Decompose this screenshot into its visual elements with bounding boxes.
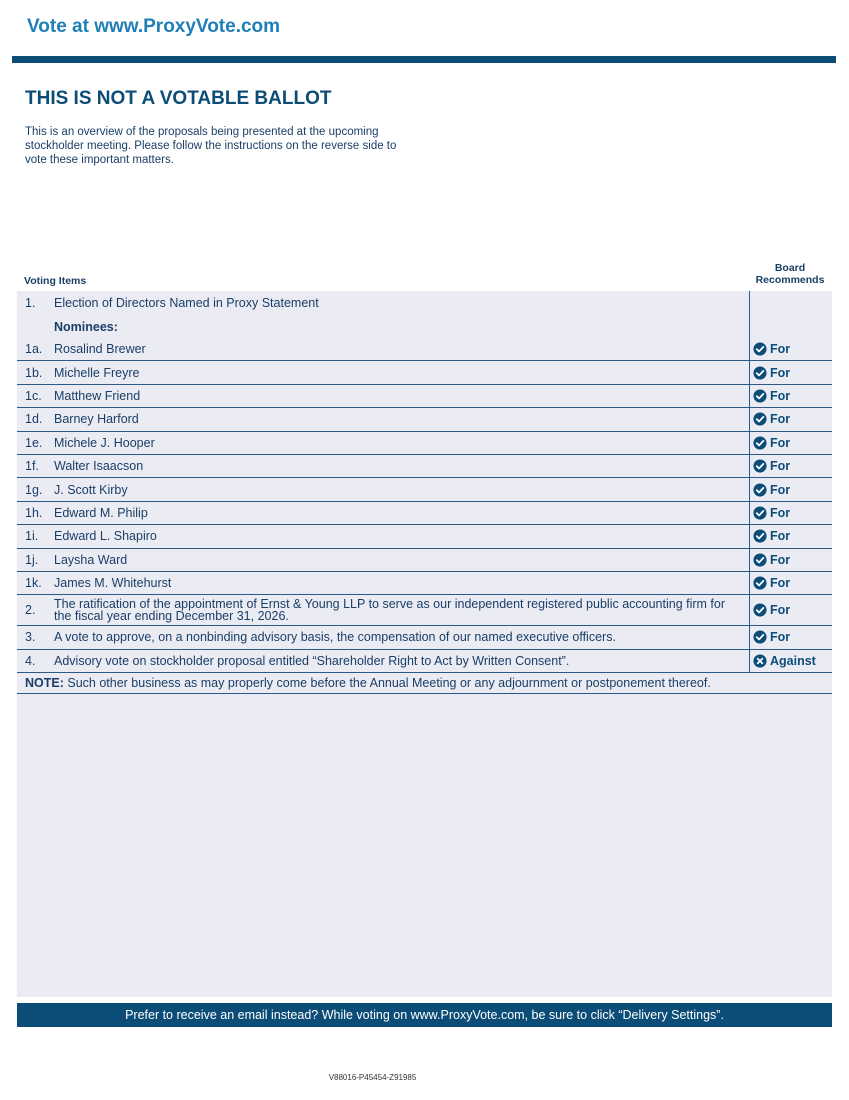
item-text: Michelle Freyre [54,365,140,380]
recommendation-label: For [770,505,791,520]
item-number: 1h. [25,505,43,520]
recommendation-cell [749,432,832,454]
check-circle-icon [753,412,770,426]
item-number: 1e. [25,435,43,450]
recommendation-cell-empty [749,315,832,338]
recommendation-cell [749,549,832,571]
recommendation-cell [749,525,832,547]
item-number: 2. [25,603,36,618]
table-row [17,408,832,431]
recommendation-cell [749,502,832,524]
document-code: V88016-P45454-Z91985 [328,1073,417,1082]
recommendation-cell [749,595,832,625]
table-row [17,650,832,673]
recommendation-label: For [770,603,791,618]
recommendation-cell [749,385,832,407]
recommendation-label: For [770,459,791,474]
table-row [17,361,832,384]
recommendation-cell [749,478,832,500]
item-text: James M. Whitehurst [54,576,172,591]
check-circle-icon [753,459,770,473]
item-number: 1a. [25,342,43,357]
item-number: 1g. [25,482,43,497]
note-text: Such other business as may properly come before the Annual Meeting or any adjournment or postponement thereof. [63,676,711,691]
recommendation-label: For [770,388,791,403]
recommendation-cell [749,572,832,594]
recommendation-label: For [770,365,791,380]
check-circle-icon [753,436,770,450]
intro-text: This is an overview of the proposals being presented at the upcoming stockholder meeting. Please follow the instructions on the reverse side to vote these important matters. [25,126,397,166]
check-circle-icon [753,483,770,497]
table-row [17,525,832,548]
item-number: 3. [25,630,36,645]
table-row [17,549,832,572]
recommendation-label: For [770,552,791,567]
recommendation-label: For [770,435,791,450]
email-delivery-banner: Prefer to receive an email instead? While voting on www.ProxyVote.com, be sure to click “Delivery Settings”. [17,1003,832,1027]
item-number: 1. [25,296,36,310]
check-circle-icon [753,342,770,356]
table-row [17,595,832,626]
recommendation-cell [749,361,832,383]
item-text: Advisory vote on stockholder proposal entitled “Shareholder Right to Act by Written Consent”. [54,653,570,668]
top-divider-bar [12,56,836,63]
recommendation-cell [749,650,832,672]
item-number: 1j. [25,552,39,567]
table-row [17,385,832,408]
check-circle-icon [753,506,770,520]
item-number: 4. [25,653,36,668]
recommendation-label: For [770,630,791,645]
table-row-item-1 [17,291,832,315]
item-text: Election of Directors Named in Proxy Statement [54,296,319,310]
check-circle-icon [753,553,770,567]
item-text: Laysha Ward [54,552,128,567]
item-number: 1k. [25,576,42,591]
voting-items-table [17,291,832,694]
item-text: Edward L. Shapiro [54,529,157,544]
item-text: Matthew Friend [54,388,141,403]
item-number: 1d. [25,412,43,427]
item-text: J. Scott Kirby [54,482,128,497]
check-circle-icon [753,529,770,543]
item-number: 1c. [25,388,42,403]
table-row [17,338,832,361]
table-row-nominees-label [17,315,832,338]
item-text: The ratification of the appointment of Ernst & Young LLP to serve as our independent registered public accounting firm for the fiscal year ending December 31, 2026. [54,597,726,624]
note-row [17,673,832,694]
table-row [17,432,832,455]
check-circle-icon [753,366,770,380]
voting-items-header: Voting Items [24,275,87,287]
table-row [17,626,832,649]
recommendation-label: For [770,576,791,591]
table-row [17,455,832,478]
item-text: A vote to approve, on a nonbinding advisory basis, the compensation of our named executive officers. [54,630,616,645]
recommendation-label: For [770,529,791,544]
recommendation-cell [749,408,832,430]
recommendation-cell [749,626,832,648]
recommendation-label: For [770,482,791,497]
x-circle-icon [753,654,770,668]
recommendation-label: Against [770,653,816,668]
item-number: 1f. [25,459,39,474]
table-row [17,502,832,525]
item-text: Michele J. Hooper [54,435,155,450]
page-title: THIS IS NOT A VOTABLE BALLOT [25,88,332,109]
item-text: Edward M. Philip [54,505,148,520]
table-row [17,572,832,595]
item-number: 1i. [25,529,39,544]
recommendation-cell-empty [749,291,832,315]
item-text: Barney Harford [54,412,139,427]
check-circle-icon [753,603,770,617]
check-circle-icon [753,389,770,403]
item-text: Rosalind Brewer [54,342,146,357]
note-label: NOTE: [25,676,64,691]
recommendation-label: For [770,342,791,357]
recommendation-cell [749,338,832,360]
proxyvote-link[interactable]: Vote at www.ProxyVote.com [27,16,281,37]
check-circle-icon [753,630,770,644]
check-circle-icon [753,576,770,590]
board-recommends-header: Board Recommends [755,262,825,286]
nominees-label: Nominees: [54,319,118,334]
item-text: Walter Isaacson [54,459,144,474]
recommendation-cell [749,455,832,477]
table-row [17,478,832,501]
item-number: 1b. [25,365,43,380]
recommendation-label: For [770,412,791,427]
